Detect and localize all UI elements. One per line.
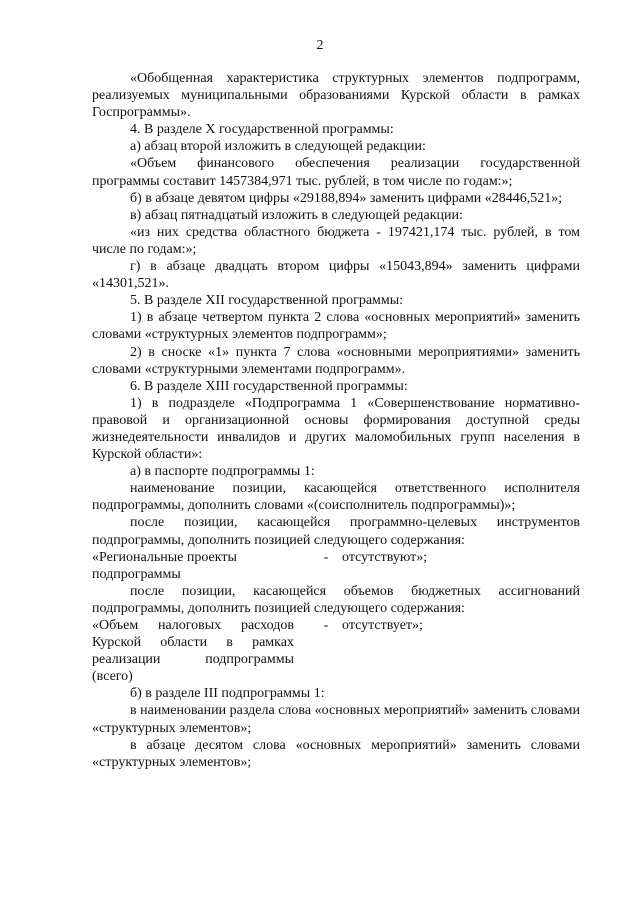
- table-label-word: области: [160, 635, 208, 651]
- table-label-word: реализации: [92, 652, 161, 668]
- table-row: [92, 651, 580, 668]
- table-label-word: подпрограммы: [205, 652, 294, 668]
- paragraph: 4. В разделе X государственной программы:: [130, 122, 394, 138]
- paragraph: в) абзац пятнадцатый изложить в следующей редакции:: [130, 207, 463, 223]
- paragraph: «Объем финансового обеспечения реализации государственной программы составит 1457384,971 тыс. рублей, в том числе по годам:»;: [92, 156, 580, 189]
- table-label-word: налоговых: [157, 618, 222, 633]
- table-label-word: подпрограммы: [92, 566, 181, 582]
- paragraph: б) в разделе III подпрограммы 1:: [130, 686, 325, 702]
- paragraph: после позиции, касающейся объемов бюджетных ассигнований подпрограммы, дополнить позицией следующего содержания:: [92, 583, 580, 616]
- table-label-word: расходов: [240, 618, 294, 633]
- table-cell-label: [92, 651, 310, 668]
- table-cell-label: [92, 617, 310, 634]
- paragraph: а) абзац второй изложить в следующей редакции:: [130, 139, 426, 155]
- paragraph: 5. В разделе XII государственной программы:: [130, 293, 404, 309]
- table-label-word: Курской: [92, 635, 142, 651]
- paragraph: «Обобщенная характеристика структурных элементов подпрограмм, реализуемых муниципальными образованиями Курской области в рамках Госпрограммы».: [92, 71, 580, 121]
- page-number: 2: [316, 38, 324, 53]
- paragraph: г) в абзаце двадцать втором цифры «15043,894» заменить цифрами «14301,521».: [92, 259, 580, 292]
- paragraph: 2) в сноске «1» пункта 7 слова «основными мероприятиями» заменить словами «структурными элементами подпрограмм».: [92, 344, 580, 377]
- table-cell-value: отсутствуют»;: [342, 549, 428, 565]
- document-body: [92, 70, 580, 771]
- table-label-word: «Объем: [92, 618, 139, 633]
- table-label-word: (всего): [92, 669, 133, 685]
- table-cell-dash: -: [323, 549, 329, 565]
- paragraph: 6. В разделе XIII государственной программы:: [130, 378, 408, 394]
- paragraph: после позиции, касающейся программно-целевых инструментов подпрограммы, дополнить позицией следующего содержания:: [92, 515, 580, 548]
- table-cell-label: [92, 634, 310, 651]
- inserted-position-table-2: [92, 617, 580, 685]
- paragraph: «из них средства областного бюджета - 197421,174 тыс. рублей, в том числе по годам:»;: [92, 224, 580, 257]
- paragraph: 1) в абзаце четвертом пункта 2 слова «основных мероприятий» заменить словами «структурных элементов подпрограмм»;: [92, 310, 580, 343]
- paragraph: а) в паспорте подпрограммы 1:: [130, 464, 315, 480]
- table-label-word: рамках: [252, 635, 294, 651]
- table-cell-label: [92, 668, 310, 685]
- paragraph: в абзаце десятом слова «основных мероприятий» заменить словами «структурных элементов»;: [92, 737, 580, 770]
- inserted-position-table-1: [92, 549, 580, 583]
- paragraph: 1) в подразделе «Подпрограмма 1 «Совершенствование нормативно-правовой и организационной основы формирования доступной среды жизнедеятельности инвалидов и других маломобильных групп населения в Курской области»:: [92, 395, 580, 463]
- table-row: [92, 634, 580, 651]
- paragraph: наименование позиции, касающейся ответственного исполнителя подпрограммы, дополнить словами «(соисполнитель подпрограммы)»;: [92, 481, 580, 514]
- paragraph: б) в абзаце девятом цифры «29188,894» заменить цифрами «28446,521»;: [130, 190, 563, 206]
- table-label-word: в: [226, 635, 233, 651]
- paragraph: в наименовании раздела слова «основных мероприятий» заменить словами «структурных элементов»;: [92, 703, 580, 736]
- table-cell-dash: -: [323, 618, 329, 633]
- table-row: [92, 549, 580, 566]
- table-label-word: «Региональные проекты: [92, 549, 237, 565]
- table-row: [92, 668, 580, 685]
- paragraphs-main: [92, 70, 580, 549]
- table-row: [92, 566, 580, 583]
- paragraphs-end: [92, 685, 580, 770]
- table-row: [92, 617, 580, 634]
- table-cell-value: отсутствует»;: [342, 618, 423, 633]
- table-cell-label: [92, 549, 310, 566]
- table-cell-label: [92, 566, 310, 583]
